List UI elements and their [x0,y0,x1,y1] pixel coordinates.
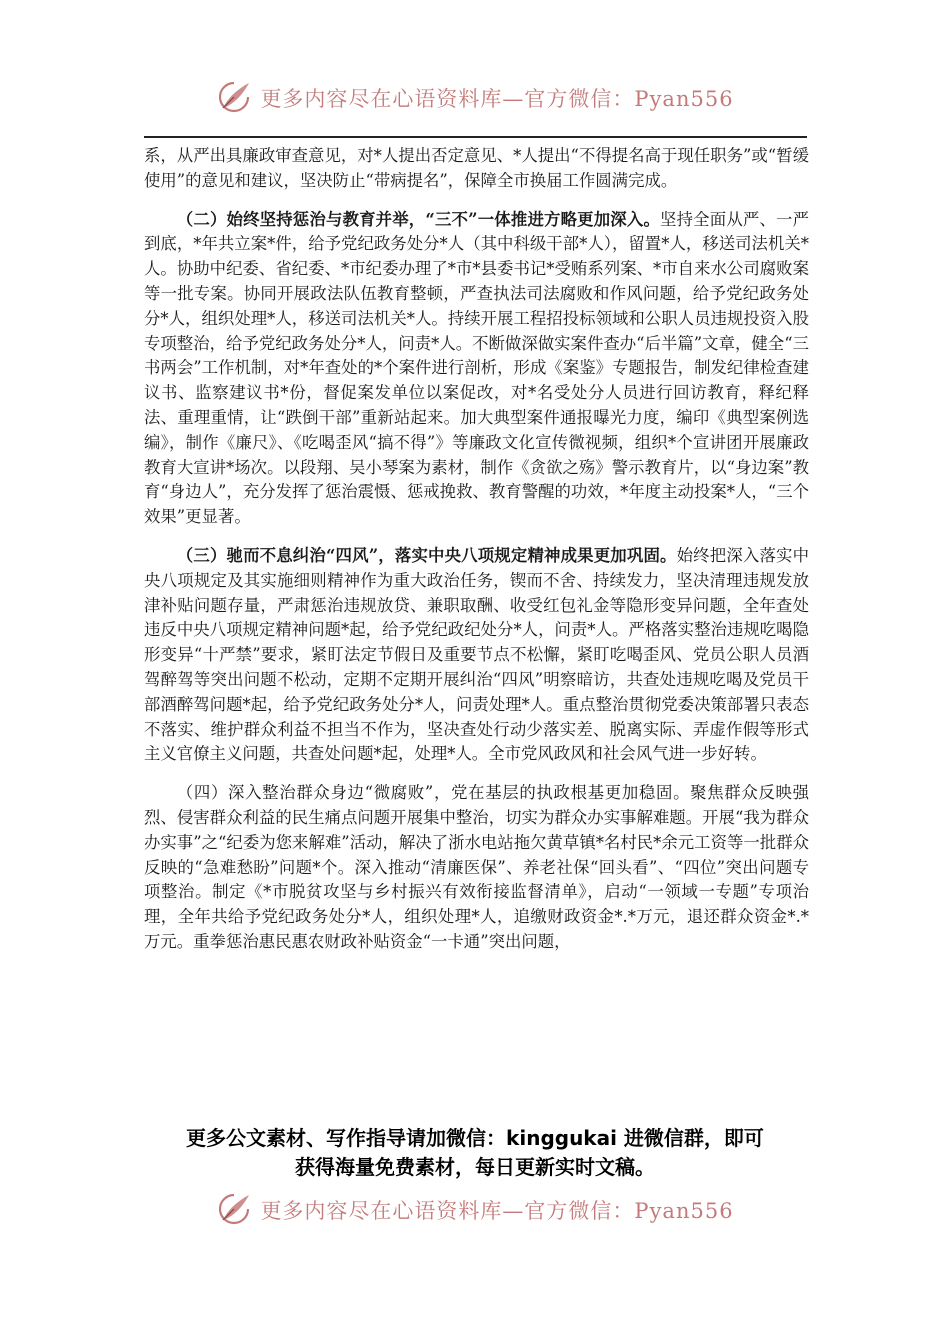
footer-watermark-text: 更多内容尽在心语资料库—官方微信：Pyan556 [260,1199,734,1223]
promo-line-2: 获得海量免费素材，每日更新实时文稿。 [295,1155,655,1179]
header-watermark-text: 更多内容尽在心语资料库—官方微信：Pyan556 [260,87,734,111]
section-3-body: 始终把深入落实中央八项规定及其实施细则精神作为重大政治任务，锲而不舍、持续发力，坚决清理违规发放津补贴问题存量，严肃惩治违规放贷、兼职取酬、收受红包礼金等隐形变异问题，全年查处违反中央八项规定精神问题*起，给予党纪政纪处分*人，问责*人。严格落实整治违规吃喝隐形变异“十严禁”要求，紧盯法定节假日及重要节点不松懈，紧盯吃喝歪风、党员公职人员酒驾醉驾等突出问题不松动，定期不定期开展纠治“四风”明察暗访，共查处违规吃喝及党员干部酒醉驾问题*起，给予党纪政务处分*人，问责处理*人。重点整治贯彻党委决策部署只表态不落实、维护群众利益不担当不作为，坚决查处行动少落实差、脱离实际、弄虚作假等形式主义官僚主义问题，共查处问题*起，处理*人。全市党风政风和社会风气进一步好转。 [144,545,810,764]
quill-pen-seal-icon [216,80,252,116]
promo-notice [110,1124,840,1182]
promo-line-1: 更多公文素材、写作指导请加微信：kinggukai 进微信群，即可 [186,1126,764,1150]
paragraph-continuation: 系，从严出具廉政审查意见，对*人提出否定意见、*人提出“不得提名高于现任职务”或“暂缓使用”的意见和建议，坚决防止“带病提名”，保障全市换届工作圆满完成。 [144,146,809,190]
paragraph-section-3 [144,544,809,767]
section-2-body: 坚持全面从严、一严到底，*年共立案*件，给予党纪政务处分*人（其中科级干部*人），留置*人，移送司法机关*人。协助中纪委、省纪委、*市纪委办理了*市*县委书记*受贿系列案、*市自来水公司腐败案等一批专案。协同开展政法队伍教育整顿，严查执法司法腐败和作风问题，给予党纪政务处分*人，组织处理*人，移送司法机关*人。持续开展工程招投标领域和公职人员违规投资入股专项整治，给予党纪政务处分*人，问责*人。不断做深做实案件查办“后半篇”文章，健全“三书两会”工作机制，对*年查处的*个案件进行剖析，形成《案鉴》专题报告，制发纪律检查建议书、监察建议书*份，督促案发单位以案促改，对*名受处分人员进行回访教育，释纪释法、重理重情，让“跌倒干部”重新站起来。加大典型案件通报曝光力度，编印《典型案例选编》，制作《廉尺》、《吃喝歪风“搞不得”》等廉政文化宣传微视频，组织*个宣讲团开展廉政教育大宣讲*场次。以段翔、吴小琴案为素材，制作《贪欲之殇》警示教育片，以“身边案”教育“身边人”，充分发挥了惩治震慑、惩戒挽救、教育警醒的功效，*年度主动投案*人，“三个效果”更显著。 [144,209,809,527]
quill-pen-seal-icon [216,1192,252,1228]
section-2-heading: （二）始终坚持惩治与教育并举，“三不”一体推进方略更加深入。 [176,209,661,229]
document-body [144,144,809,969]
header-divider [144,136,807,138]
paragraph-section-2 [144,208,809,530]
footer-watermark-banner [0,1192,950,1228]
section-3-heading: （三）驰而不息纠治“四风”，落实中央八项规定精神成果更加巩固。 [176,545,677,565]
header-watermark-banner [0,80,950,116]
paragraph-section-4: （四）深入整治群众身边“微腐败”，党在基层的执政根基更加稳固。聚焦群众反映强烈、侵害群众利益的民生痛点问题开展集中整治，切实为群众办实事解难题。开展“我为群众办实事”之“纪委为您来解难”活动，解决了浙水电站拖欠黄草镇*名村民*余元工资等一批群众反映的“急难愁盼”问题*个。深入推动“清廉医保”、养老社保“回头看”、“四位”突出问题专项整治。制定《*市脱贫攻坚与乡村振兴有效衔接监督清单》，启动“一领域一专题”专项治理，全年共给予党纪政务处分*人，组织处理*人，追缴财政资金*.*万元，退还群众资金*.*万元。重拳惩治惠民惠农财政补贴资金“一卡通”突出问题， [144,783,809,951]
